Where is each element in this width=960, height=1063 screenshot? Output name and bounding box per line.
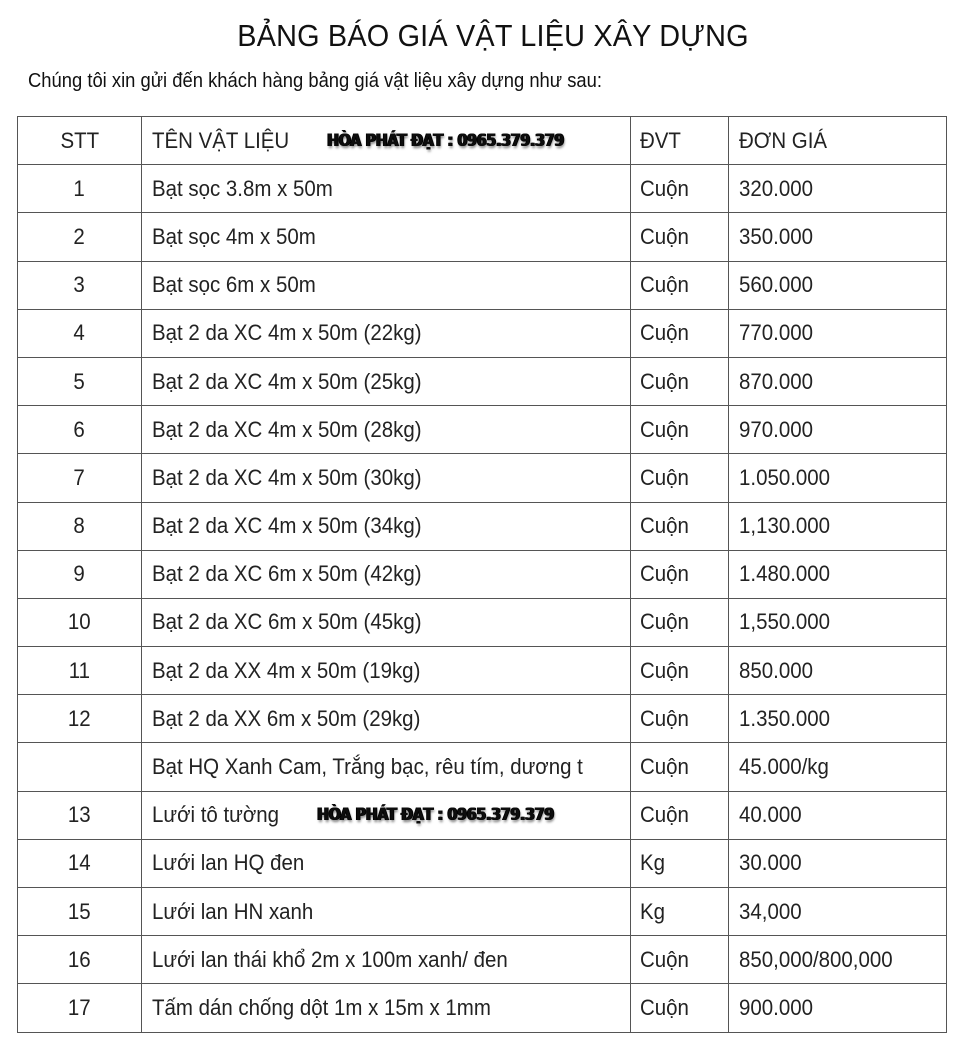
cell-unit: Cuộn [631,598,729,646]
cell-stt: 13 [18,791,142,839]
cell-stt: 10 [18,598,142,646]
table-row [18,454,947,502]
cell-stt: 8 [18,502,142,550]
cell-stt: 2 [18,213,142,261]
table-row [18,984,947,1032]
cell-stt: 15 [18,888,142,936]
cell-name: Bạt 2 da XX 4m x 50m (19kg) [142,647,631,695]
cell-unit: Cuộn [631,261,729,309]
watermark: HÒA PHÁT ĐẠT : 0965.379.379 [317,805,554,826]
cell-name: Lưới lan HQ đen [142,839,631,887]
cell-name: Bạt 2 da XC 4m x 50m (25kg) [142,357,631,405]
cell-price: 1.350.000 [729,695,947,743]
cell-stt: 12 [18,695,142,743]
table-row [18,309,947,357]
cell-name: Bạt 2 da XC 4m x 50m (28kg) [142,406,631,454]
cell-name: Bạt sọc 6m x 50m [142,261,631,309]
table-row [18,695,947,743]
intro-text: Chúng tôi xin gửi đến khách hàng bảng giá vật liệu xây dựng như sau: [28,70,603,92]
cell-name: Bạt sọc 3.8m x 50m [142,165,631,213]
cell-unit: Cuộn [631,406,729,454]
cell-price: 1.050.000 [729,454,947,502]
cell-price: 40.000 [729,791,947,839]
table-row [18,743,947,791]
cell-name: Bạt 2 da XX 6m x 50m (29kg) [142,695,631,743]
cell-unit: Cuộn [631,550,729,598]
cell-unit: Kg [631,839,729,887]
cell-stt: 5 [18,357,142,405]
cell-price: 900.000 [729,984,947,1032]
cell-stt: 3 [18,261,142,309]
cell-name: Bạt 2 da XC 6m x 50m (45kg) [142,598,631,646]
cell-name: Tấm dán chống dột 1m x 15m x 1mm [142,984,631,1032]
cell-unit: Cuộn [631,502,729,550]
cell-stt: 16 [18,936,142,984]
cell-unit: Cuộn [631,936,729,984]
table-row [18,888,947,936]
cell-unit: Cuộn [631,165,729,213]
cell-price: 770.000 [729,309,947,357]
cell-stt: 4 [18,309,142,357]
watermark: HÒA PHÁT ĐẠT : 0965.379.379 [327,130,564,151]
header-unit: ĐVT [631,117,729,165]
table-row [18,839,947,887]
cell-unit: Kg [631,888,729,936]
page-title: BẢNG BÁO GIÁ VẬT LIỆU XÂY DỰNG [237,18,749,53]
cell-name: Bạt 2 da XC 6m x 50m (42kg) [142,550,631,598]
table-row [18,936,947,984]
cell-price: 850.000 [729,647,947,695]
header-name: TÊN VẬT LIỆU HÒA PHÁT ĐẠT : 0965.379.379 [142,117,631,165]
cell-unit: Cuộn [631,454,729,502]
cell-stt [18,743,142,791]
header-price: ĐƠN GIÁ [729,117,947,165]
cell-name: Lưới tô tường HÒA PHÁT ĐẠT : 0965.379.379 [142,791,631,839]
cell-stt: 11 [18,647,142,695]
cell-price: 350.000 [729,213,947,261]
cell-unit: Cuộn [631,309,729,357]
cell-unit: Cuộn [631,791,729,839]
cell-stt: 1 [18,165,142,213]
cell-unit: Cuộn [631,647,729,695]
cell-name: Bạt 2 da XC 4m x 50m (30kg) [142,454,631,502]
cell-price: 320.000 [729,165,947,213]
table-row [18,261,947,309]
table-row [18,647,947,695]
cell-stt: 9 [18,550,142,598]
cell-stt: 6 [18,406,142,454]
cell-name: Bạt 2 da XC 4m x 50m (34kg) [142,502,631,550]
cell-price: 870.000 [729,357,947,405]
cell-unit: Cuộn [631,743,729,791]
cell-unit: Cuộn [631,213,729,261]
table-row [18,213,947,261]
table-row [18,165,947,213]
cell-stt: 7 [18,454,142,502]
cell-price: 30.000 [729,839,947,887]
table-row [18,406,947,454]
header-stt: STT [18,117,142,165]
table-row [18,357,947,405]
cell-stt: 17 [18,984,142,1032]
cell-price: 850,000/800,000 [729,936,947,984]
cell-stt: 14 [18,839,142,887]
cell-price: 1,550.000 [729,598,947,646]
table-row [18,550,947,598]
cell-price: 560.000 [729,261,947,309]
cell-price: 34,000 [729,888,947,936]
table-row [18,791,947,839]
cell-price: 970.000 [729,406,947,454]
cell-unit: Cuộn [631,695,729,743]
cell-name: Bạt 2 da XC 4m x 50m (22kg) [142,309,631,357]
cell-unit: Cuộn [631,984,729,1032]
table-row [18,502,947,550]
cell-name: Lưới lan thái khổ 2m x 100m xanh/ đen [142,936,631,984]
table-header-row [18,117,947,165]
cell-name: Lưới lan HN xanh [142,888,631,936]
cell-price: 45.000/kg [729,743,947,791]
cell-name: Bạt sọc 4m x 50m [142,213,631,261]
cell-price: 1.480.000 [729,550,947,598]
cell-unit: Cuộn [631,357,729,405]
table-row [18,598,947,646]
price-table [17,116,947,1033]
cell-price: 1,130.000 [729,502,947,550]
cell-name: Bạt HQ Xanh Cam, Trắng bạc, rêu tím, dương t [142,743,631,791]
